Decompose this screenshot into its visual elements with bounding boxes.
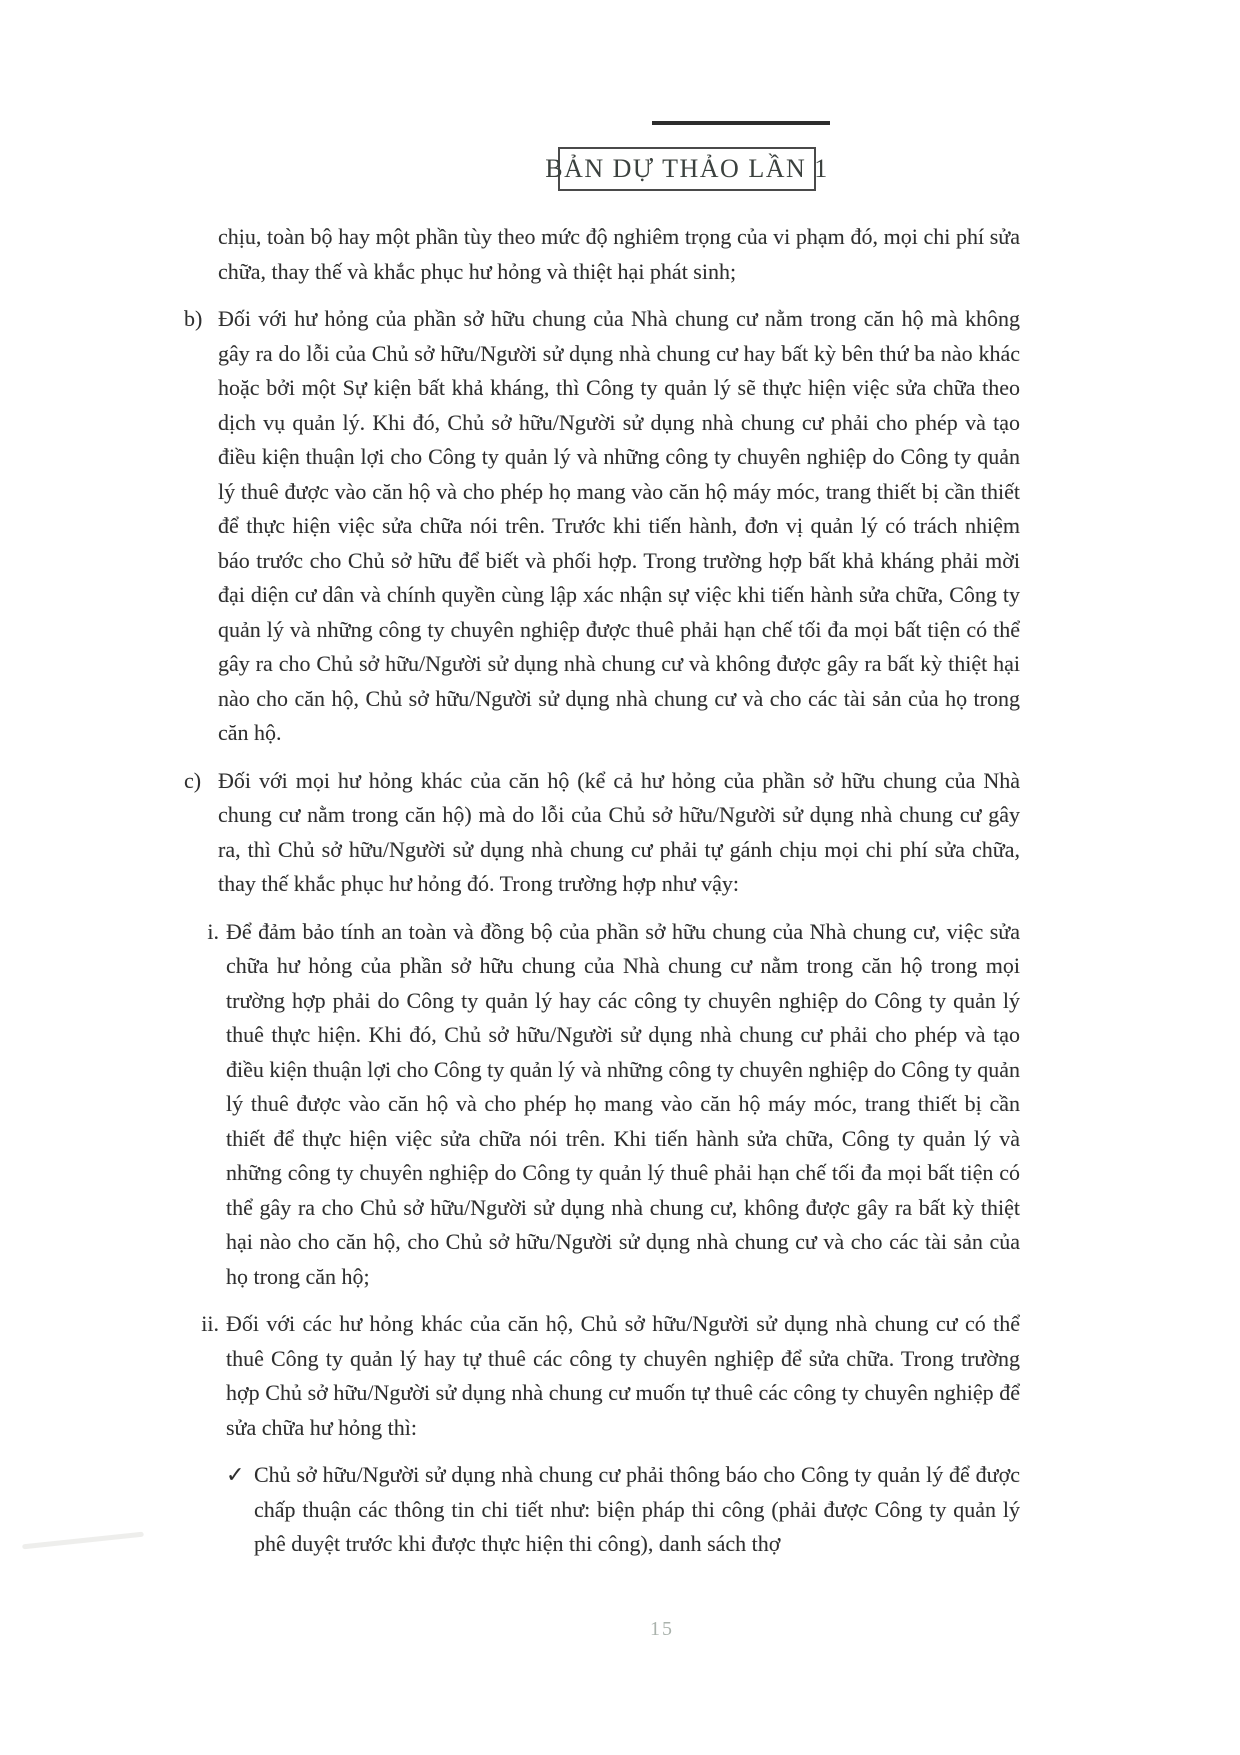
item-c-text: Đối với mọi hư hỏng khác của căn hộ (kể cả hư hỏng của phần sở hữu chung của Nhà chung cư nằm trong căn hộ) mà do lỗi của Chủ sở hữu/Người sử dụng nhà chung cư gây ra, thì Chủ sở hữu/Người sử dụng nhà chung cư phải tự gánh chịu mọi chi phí sửa chữa, thay thế khắc phục hư hỏng đó. Trong trường hợp như vậy: xyxy=(218,767,1020,896)
subitem-ii-text: Đối với các hư hỏng khác của căn hộ, Chủ sở hữu/Người sử dụng nhà chung cư có thể thuê Công ty quản lý hay tự thuê các công ty chuyên nghiệp để sửa chữa. Trong trường hợp Chủ sở hữu/Người sử dụng nhà chung cư muốn tự thuê các công ty chuyên nghiệp để sửa chữa hư hỏng thì: xyxy=(226,1311,1020,1440)
item-c-label: c) xyxy=(184,767,202,793)
draft-stamp-box xyxy=(545,147,829,191)
document-body xyxy=(0,220,1240,1575)
paragraph-item-c xyxy=(184,764,1020,902)
bullet-1-text: Chủ sở hữu/Người sử dụng nhà chung cư phải thông báo cho Công ty quản lý để được chấp thuận các thông tin chi tiết như: biện pháp thi công (phải được Công ty quản lý phê duyệt trước khi được thực hiện thi công), danh sách thợ xyxy=(254,1462,1020,1556)
item-b-label: b) xyxy=(184,306,203,331)
paragraph-bullet-1 xyxy=(226,1458,1020,1562)
checkmark-icon: ✓ xyxy=(226,1462,245,1487)
paragraph-subitem-ii xyxy=(201,1307,1020,1445)
draft-stamp-label: BẢN DỰ THẢO LẦN 1 xyxy=(545,154,829,183)
paragraph-subitem-i xyxy=(207,915,1020,1295)
item-b-text: Đối với hư hỏng của phần sở hữu chung của Nhà chung cư nằm trong căn hộ mà không gây ra do lỗi của Chủ sở hữu/Người sử dụng nhà chung cư hay bất kỳ bên thứ ba nào khác hoặc bởi một Sự kiện bất khả kháng, thì Công ty quản lý sẽ thực hiện việc sửa chữa theo dịch vụ quản lý. Khi đó, Chủ sở hữu/Người sử dụng nhà chung cư phải cho phép và tạo điều kiện thuận lợi cho Công ty quản lý và những công ty chuyên nghiệp do Công ty quản lý thuê được vào căn hộ và cho phép họ mang vào căn hộ máy móc, trang thiết bị cần thiết để thực hiện việc sửa chữa nói trên. Trước khi tiến hành, đơn vị quản lý có trách nhiệm báo trước cho Chủ sở hữu để biết và phối hợp. Trong trường hợp bất khả kháng phải mời đại diện cư dân và chính quyền cùng lập xác nhận sự việc khi tiến hành sửa chữa, Công ty quản lý và những công ty chuyên nghiệp được thuê phải hạn chế tối đa mọi bất tiện có thể gây ra cho Chủ sở hữu/Người sử dụng nhà chung cư và không được gây ra bất kỳ thiệt hại nào cho căn hộ, Chủ sở hữu/Người sử dụng nhà chung cư và cho các tài sản của họ trong căn hộ. xyxy=(218,306,1020,745)
paragraph-item-b xyxy=(184,302,1020,751)
paragraph-intro-text: chịu, toàn bộ hay một phần tùy theo mức độ nghiêm trọng của vi phạm đó, mọi chi phí sửa chữa, thay thế và khắc phục hư hỏng và thiệt hại phát sinh; xyxy=(218,224,1020,284)
page-number: 15 xyxy=(650,1618,674,1640)
paragraph-intro xyxy=(218,220,1020,289)
subitem-i-text: Để đảm bảo tính an toàn và đồng bộ của phần sở hữu chung của Nhà chung cư, việc sửa chữa hư hỏng của phần sở hữu chung của Nhà chung cư nằm trong căn hộ trong mọi trường hợp phải do Công ty quản lý hay các công ty chuyên nghiệp do Công ty quản lý thuê thực hiện. Khi đó, Chủ sở hữu/Người sử dụng nhà chung cư phải cho phép và tạo điều kiện thuận lợi cho Công ty quản lý và những công ty chuyên nghiệp do Công ty quản lý thuê được vào căn hộ và cho phép họ mang vào căn hộ máy móc, trang thiết bị cần thiết để thực hiện việc sửa chữa nói trên. Khi tiến hành sửa chữa, Công ty quản lý và những công ty chuyên nghiệp do Công ty quản lý thuê phải hạn chế tối đa mọi bất tiện có thể gây ra cho Chủ sở hữu/Người sử dụng nhà chung cư, không được gây ra bất kỳ thiệt hại nào cho căn hộ, cho Chủ sở hữu/Người sử dụng nhà chung cư và cho các tài sản của họ trong căn hộ; xyxy=(226,918,1020,1289)
stamp-top-line xyxy=(652,121,830,125)
subitem-i-label: i. xyxy=(207,918,219,944)
subitem-ii-label: ii. xyxy=(201,1311,219,1336)
